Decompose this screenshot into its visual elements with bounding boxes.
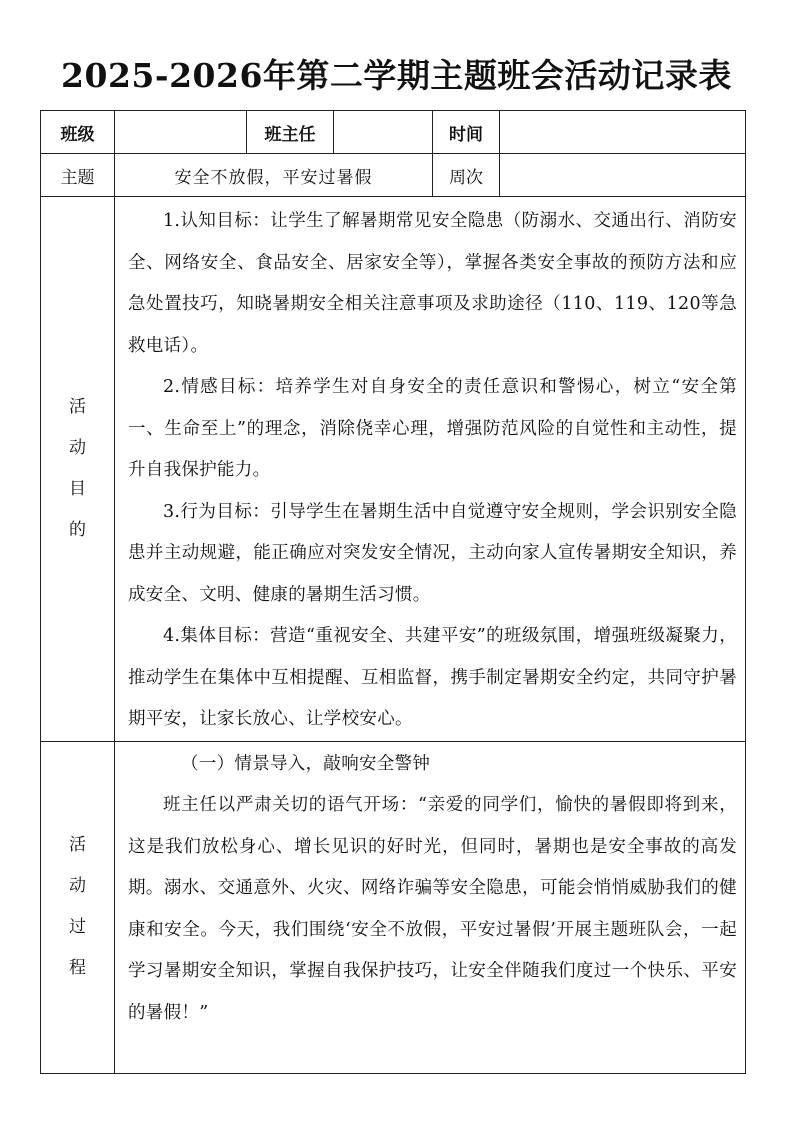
time-value[interactable] (500, 111, 746, 154)
goals-content (115, 197, 746, 742)
process-paragraph: 班主任以严肃关切的语气开场：“亲爱的同学们，愉快的暑假即将到来，这是我们放松身心、增长见识的好时光，但同时，暑期也是安全事故的高发期。溺水、交通意外、火灾、网络诈骗等安全隐患，可能会悄悄威胁我们的健康和安全。今天，我们围绕‘安全不放假，平安过暑假’开展主题班队会，一起学习暑期安全知识，掌握自我保护技巧，让安全伴随我们度过一个快乐、平安的暑假！” (128, 795, 737, 1023)
header-row-2 (41, 154, 746, 197)
process-label-char: 程 (69, 958, 86, 978)
goals-row (41, 197, 746, 742)
process-label (41, 741, 115, 1073)
week-label: 周次 (433, 154, 500, 197)
topic-value: 安全不放假，平安过暑假 (115, 154, 433, 197)
record-table (40, 110, 746, 1074)
week-value[interactable] (500, 154, 746, 197)
goals-label-char: 活 (69, 396, 86, 417)
teacher-value[interactable] (334, 111, 433, 154)
process-label-char: 过 (69, 917, 86, 937)
topic-label: 主题 (41, 154, 115, 197)
class-value[interactable] (115, 111, 247, 154)
page-title: 2025-2026年第二学期主题班会活动记录表 (61, 56, 732, 95)
goal-collective: 4.集体目标：营造“重视安全、共建平安”的班级氛围，增强班级凝聚力，推动学生在集体中互相提醒、互相监督，携手制定暑期安全约定，共同守护暑期平安，让家长放心、让学校安心。 (128, 626, 737, 729)
class-label: 班级 (41, 111, 115, 154)
process-content (115, 741, 746, 1073)
goal-cognitive: 1.认知目标：让学生了解暑期常见安全隐患（防溺水、交通出行、消防安全、网络安全、食品安全、居家安全等），掌握各类安全事故的预防方法和应急处置技巧，知晓暑期安全相关注意事项及求助途径（110、119、120等急救电话）。 (128, 211, 737, 356)
goals-label-char: 目 (69, 478, 86, 499)
process-row (41, 741, 746, 1073)
time-label: 时间 (433, 111, 500, 154)
header-row-1 (41, 111, 746, 154)
process-section-title: （一）情景导入，敲响安全警钟 (181, 753, 431, 774)
process-label-char: 动 (69, 876, 86, 896)
goal-behavioral: 3.行为目标：引导学生在暑期生活中自觉遵守安全规则，学会识别安全隐患并主动规避，能正确应对突发安全情况，主动向家人宣传暑期安全知识，养成安全、文明、健康的暑期生活习惯。 (128, 501, 737, 605)
goals-label (41, 197, 115, 742)
goal-emotional: 2.情感目标：培养学生对自身安全的责任意识和警惕心，树立“安全第一、生命至上”的理念，消除侥幸心理，增强防范风险的自觉性和主动性，提升自我保护能力。 (128, 377, 737, 480)
process-label-char: 活 (69, 835, 86, 855)
goals-label-char: 的 (69, 519, 86, 540)
teacher-label: 班主任 (247, 111, 334, 154)
goals-label-char: 动 (69, 437, 86, 458)
